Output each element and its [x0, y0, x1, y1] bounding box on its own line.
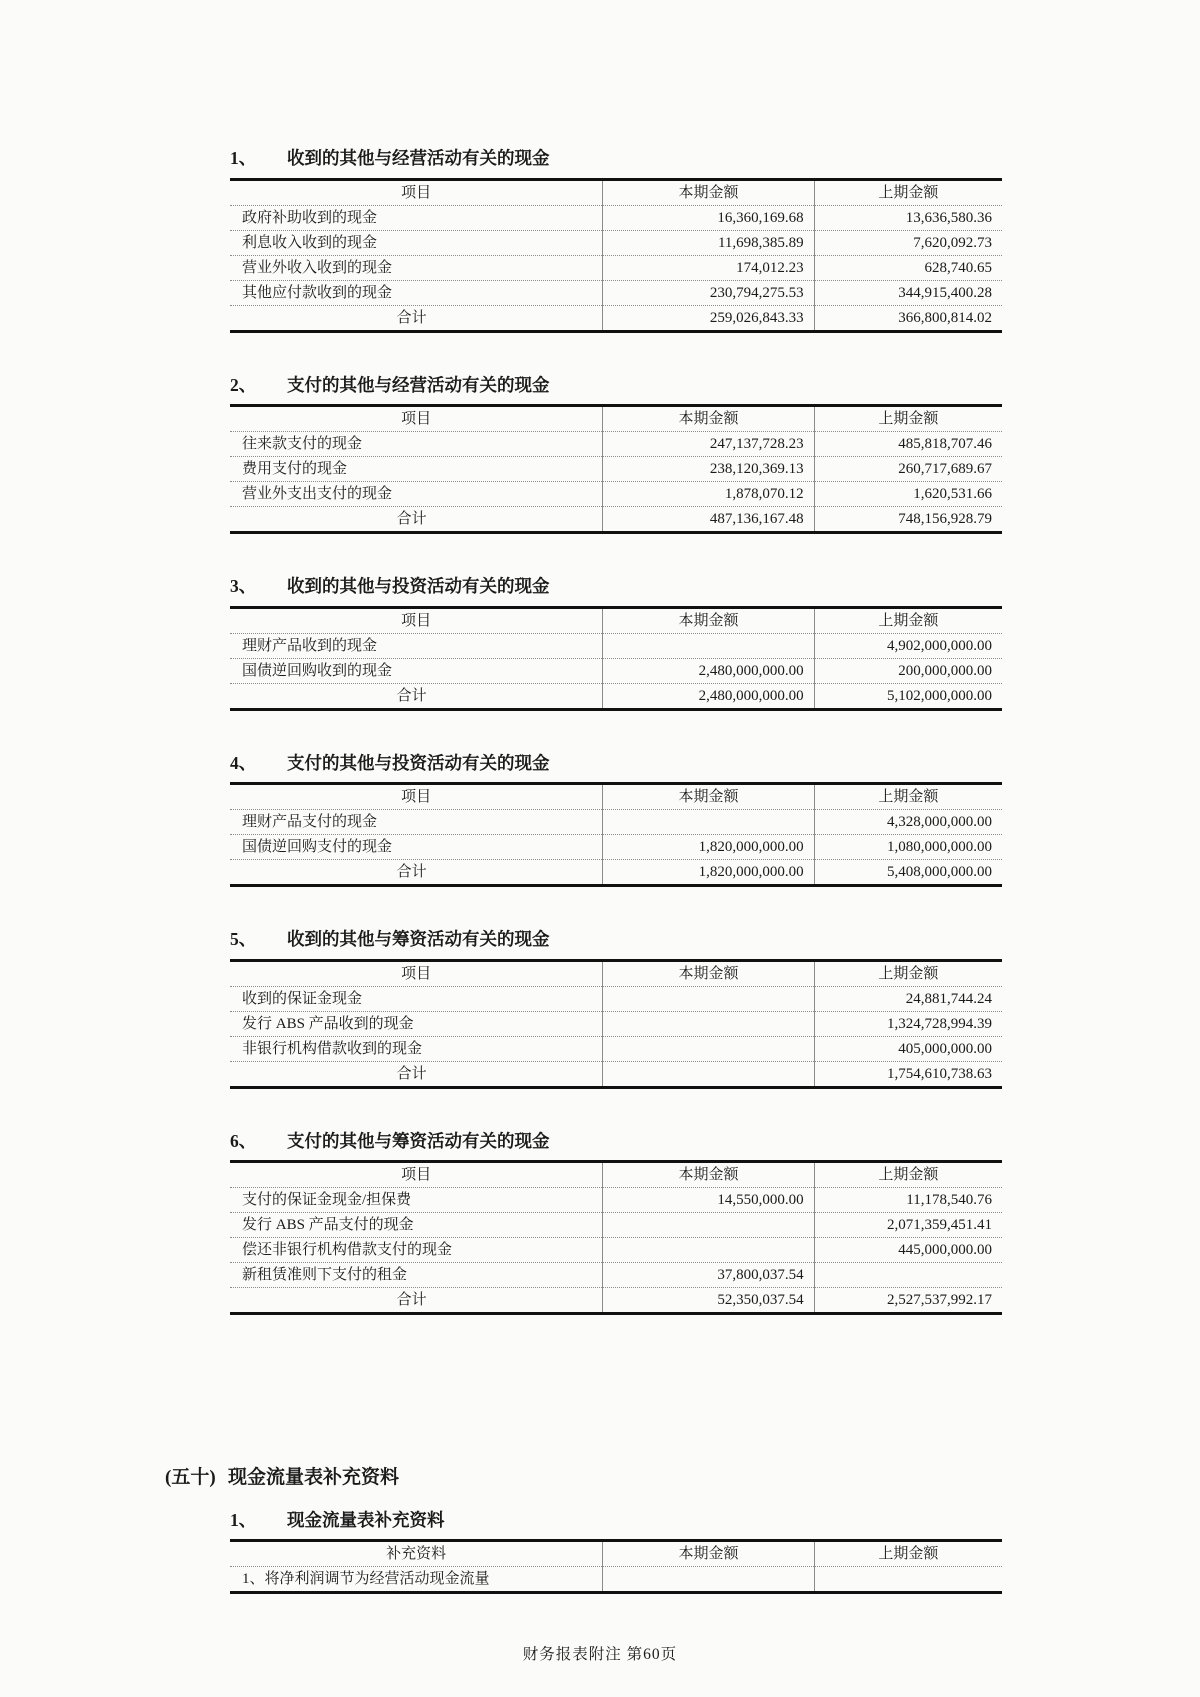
item-label: 发行 ABS 产品支付的现金	[230, 1213, 603, 1238]
table-title: 收到的其他与经营活动有关的现金	[287, 148, 550, 168]
section-heading	[165, 1465, 1200, 1492]
table-title-row	[230, 574, 1002, 606]
item-label: 费用支付的现金	[230, 457, 603, 482]
prior-amount: 445,000,000.00	[814, 1238, 1002, 1263]
table-title-row	[230, 1508, 1002, 1540]
header-row	[230, 784, 1002, 810]
prior-amount: 748,156,928.79	[814, 507, 1002, 533]
table-section-2	[230, 373, 1002, 535]
table-title-row	[230, 146, 1002, 178]
cash-table-investing-received	[230, 606, 1002, 711]
table-row	[230, 810, 1002, 835]
item-label: 新租赁准则下支付的租金	[230, 1263, 603, 1288]
current-amount	[603, 633, 814, 658]
prior-amount: 2,527,537,992.17	[814, 1288, 1002, 1314]
current-amount: 37,800,037.54	[603, 1263, 814, 1288]
prior-amount: 405,000,000.00	[814, 1036, 1002, 1061]
current-amount: 238,120,369.13	[603, 457, 814, 482]
supplement-section	[230, 1508, 1002, 1595]
table-title-row	[230, 751, 1002, 783]
current-amount: 174,012.23	[603, 255, 814, 280]
total-row	[230, 683, 1002, 709]
table-section-1	[230, 146, 1002, 333]
item-label: 合计	[396, 864, 427, 880]
item-label: 偿还非银行机构借款支付的现金	[230, 1238, 603, 1263]
current-amount: 16,360,169.68	[603, 205, 814, 230]
col-header: 上期金额	[814, 784, 1002, 810]
supplement-table	[230, 1539, 1002, 1594]
prior-amount: 13,636,580.36	[814, 205, 1002, 230]
table-row	[230, 1238, 1002, 1263]
header-row	[230, 406, 1002, 432]
item-label: 理财产品收到的现金	[230, 633, 603, 658]
cash-table-financing-paid	[230, 1160, 1002, 1315]
table-row	[230, 1213, 1002, 1238]
table-row	[230, 1263, 1002, 1288]
table-number: 6、	[230, 1130, 257, 1151]
header-row	[230, 607, 1002, 633]
total-row	[230, 305, 1002, 331]
cash-table-operating-received	[230, 178, 1002, 333]
col-header: 上期金额	[814, 607, 1002, 633]
item-label: 1、将净利润调节为经营活动现金流量	[242, 1571, 490, 1588]
prior-amount	[814, 1263, 1002, 1288]
item-label: 支付的保证金现金/担保费	[230, 1188, 603, 1213]
item-label: 合计	[396, 1292, 427, 1308]
table-row	[230, 986, 1002, 1011]
table-row	[230, 1567, 1002, 1593]
prior-amount: 24,881,744.24	[814, 986, 1002, 1011]
table-number: 4、	[230, 752, 257, 773]
item-label: 国债逆回购支付的现金	[230, 835, 603, 860]
page-footer: 财务报表附注 第60页	[522, 1646, 678, 1664]
item-label: 营业外支出支付的现金	[230, 482, 603, 507]
table-section-3	[230, 574, 1002, 711]
prior-amount: 5,102,000,000.00	[814, 683, 1002, 709]
current-amount: 230,794,275.53	[603, 280, 814, 305]
current-amount	[603, 1061, 814, 1087]
table-row	[230, 255, 1002, 280]
current-amount: 14,550,000.00	[603, 1188, 814, 1213]
col-header: 项目	[230, 1162, 603, 1188]
current-amount: 1,820,000,000.00	[603, 860, 814, 886]
item-label: 其他应付款收到的现金	[230, 280, 603, 305]
table-row	[230, 205, 1002, 230]
total-row	[230, 507, 1002, 533]
cash-table-financing-received	[230, 959, 1002, 1089]
prior-amount: 1,324,728,994.39	[814, 1011, 1002, 1036]
table-section-6	[230, 1129, 1002, 1316]
current-amount	[603, 1238, 814, 1263]
header-row	[230, 960, 1002, 986]
table-title: 收到的其他与投资活动有关的现金	[287, 576, 550, 596]
col-header: 项目	[230, 406, 603, 432]
table-title: 收到的其他与筹资活动有关的现金	[287, 929, 550, 949]
section-heading-title: 现金流量表补充资料	[228, 1467, 400, 1488]
col-header: 上期金额	[814, 1541, 1002, 1567]
table-number: 5、	[230, 929, 257, 949]
prior-amount: 11,178,540.76	[814, 1188, 1002, 1213]
current-amount	[603, 1011, 814, 1036]
table-title: 现金流量表补充资料	[287, 1509, 445, 1530]
col-header: 项目	[230, 960, 603, 986]
cash-table-operating-paid	[230, 404, 1002, 534]
item-label: 理财产品支付的现金	[230, 810, 603, 835]
item-label: 往来款支付的现金	[230, 432, 603, 457]
item-label: 政府补助收到的现金	[230, 205, 603, 230]
table-title: 支付的其他与投资活动有关的现金	[287, 752, 550, 773]
total-row	[230, 1061, 1002, 1087]
col-header: 本期金额	[603, 1541, 814, 1567]
table-number: 1、	[230, 1509, 257, 1530]
col-header: 本期金额	[603, 607, 814, 633]
table-row	[230, 1011, 1002, 1036]
table-number: 1、	[230, 148, 257, 168]
col-header: 上期金额	[814, 960, 1002, 986]
item-label: 收到的保证金现金	[230, 986, 603, 1011]
current-amount	[603, 1036, 814, 1061]
table-row	[230, 835, 1002, 860]
prior-amount: 200,000,000.00	[814, 658, 1002, 683]
cash-table-investing-paid	[230, 782, 1002, 887]
prior-amount: 4,328,000,000.00	[814, 810, 1002, 835]
prior-amount: 628,740.65	[814, 255, 1002, 280]
table-title-row	[230, 927, 1002, 959]
current-amount: 2,480,000,000.00	[603, 683, 814, 709]
current-amount: 2,480,000,000.00	[603, 658, 814, 683]
table-row	[230, 633, 1002, 658]
item-label: 合计	[396, 1065, 427, 1082]
table-row	[230, 482, 1002, 507]
item-label: 合计	[396, 309, 427, 326]
current-amount	[603, 1213, 814, 1238]
table-row	[230, 1188, 1002, 1213]
table-row	[230, 658, 1002, 683]
col-header: 本期金额	[603, 784, 814, 810]
current-amount: 52,350,037.54	[603, 1288, 814, 1314]
prior-amount: 1,754,610,738.63	[814, 1061, 1002, 1087]
current-amount: 259,026,843.33	[603, 305, 814, 331]
header-row	[230, 1162, 1002, 1188]
prior-amount	[814, 1567, 1002, 1593]
prior-amount: 366,800,814.02	[814, 305, 1002, 331]
item-label: 利息收入收到的现金	[230, 230, 603, 255]
prior-amount: 1,080,000,000.00	[814, 835, 1002, 860]
item-label: 合计	[396, 687, 427, 704]
table-row	[230, 280, 1002, 305]
current-amount	[603, 1567, 814, 1593]
item-label: 国债逆回购收到的现金	[230, 658, 603, 683]
item-label: 非银行机构借款收到的现金	[230, 1036, 603, 1061]
total-row	[230, 1288, 1002, 1314]
section-number: (五十)	[165, 1467, 216, 1488]
table-row	[230, 1036, 1002, 1061]
prior-amount: 5,408,000,000.00	[814, 860, 1002, 886]
prior-amount: 4,902,000,000.00	[814, 633, 1002, 658]
total-row	[230, 860, 1002, 886]
table-number: 3、	[230, 576, 257, 596]
prior-amount: 260,717,689.67	[814, 457, 1002, 482]
table-title: 支付的其他与经营活动有关的现金	[287, 374, 550, 395]
col-header: 项目	[230, 784, 603, 810]
col-header: 本期金额	[603, 179, 814, 205]
prior-amount: 485,818,707.46	[814, 432, 1002, 457]
current-amount: 247,137,728.23	[603, 432, 814, 457]
col-header: 本期金额	[603, 960, 814, 986]
table-section-5	[230, 927, 1002, 1089]
table-section-4	[230, 751, 1002, 888]
current-amount: 1,878,070.12	[603, 482, 814, 507]
table-number: 2、	[230, 374, 257, 395]
col-header: 本期金额	[603, 406, 814, 432]
current-amount: 11,698,385.89	[603, 230, 814, 255]
current-amount: 1,820,000,000.00	[603, 835, 814, 860]
item-label: 发行 ABS 产品收到的现金	[230, 1011, 603, 1036]
table-row	[230, 457, 1002, 482]
item-label: 营业外收入收到的现金	[230, 255, 603, 280]
header-row	[230, 179, 1002, 205]
col-header: 本期金额	[603, 1162, 814, 1188]
table-row	[230, 230, 1002, 255]
col-header: 上期金额	[814, 1162, 1002, 1188]
col-header: 项目	[230, 179, 603, 205]
prior-amount: 7,620,092.73	[814, 230, 1002, 255]
col-header: 上期金额	[814, 406, 1002, 432]
table-title-row	[230, 373, 1002, 405]
prior-amount: 344,915,400.28	[814, 280, 1002, 305]
table-title-row	[230, 1129, 1002, 1161]
table-title: 支付的其他与筹资活动有关的现金	[287, 1130, 550, 1151]
current-amount	[603, 986, 814, 1011]
current-amount	[603, 810, 814, 835]
table-row	[230, 432, 1002, 457]
current-amount: 487,136,167.48	[603, 507, 814, 533]
prior-amount: 1,620,531.66	[814, 482, 1002, 507]
col-header: 上期金额	[814, 179, 1002, 205]
header-row	[230, 1541, 1002, 1567]
col-header: 项目	[230, 607, 603, 633]
col-header: 补充资料	[230, 1541, 603, 1567]
prior-amount: 2,071,359,451.41	[814, 1213, 1002, 1238]
tables-column	[230, 146, 1002, 1315]
item-label: 合计	[396, 511, 427, 527]
